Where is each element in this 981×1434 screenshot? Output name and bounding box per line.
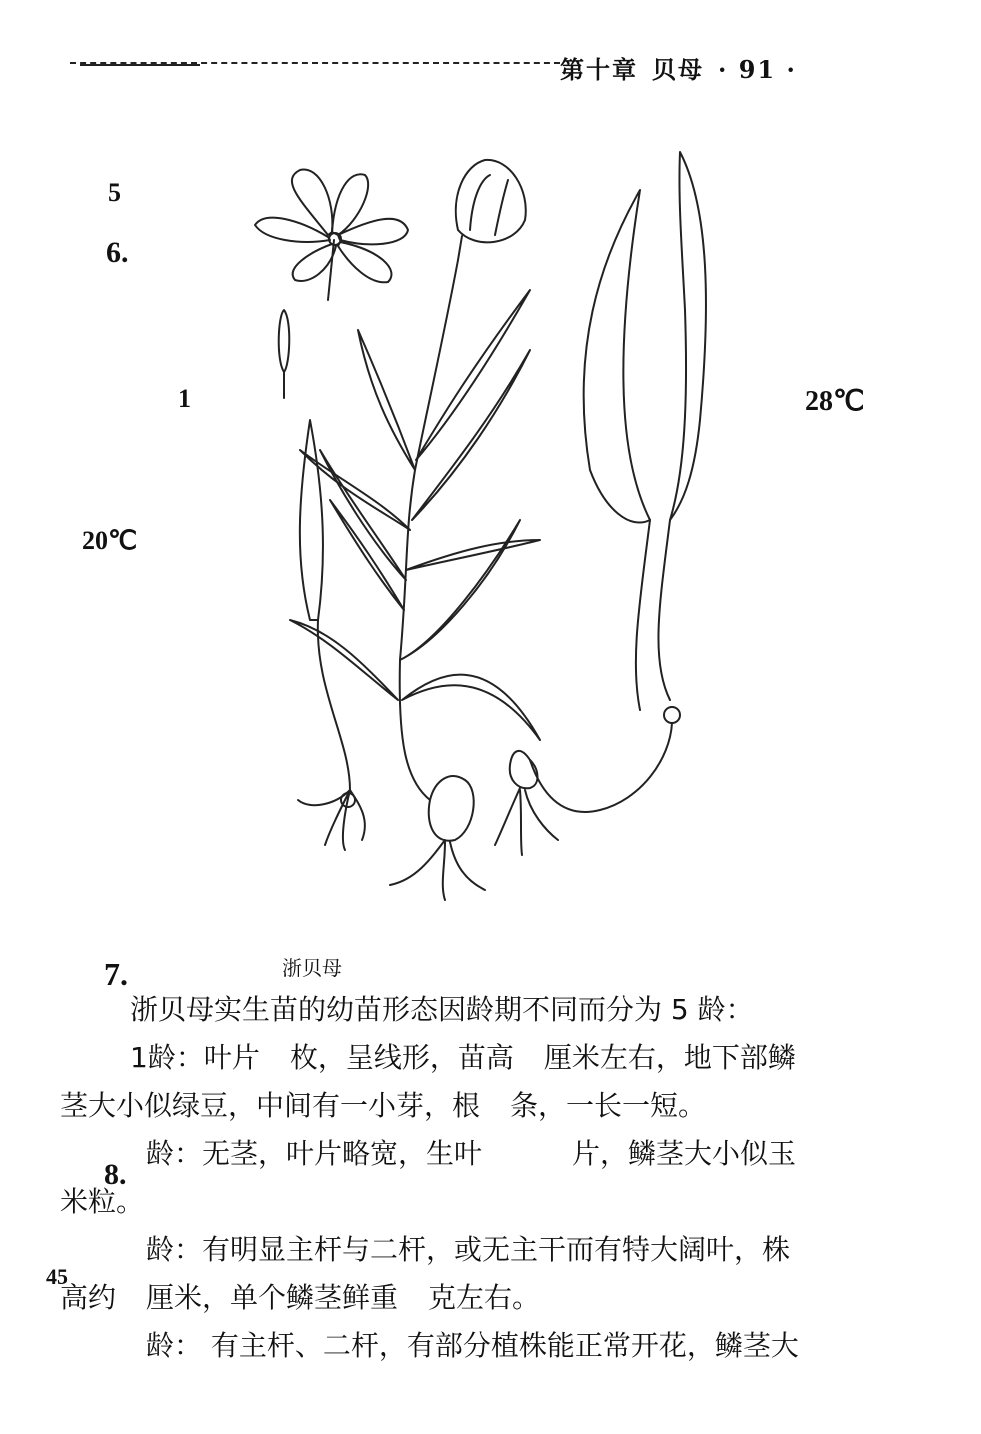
page-number: · 91 ·	[718, 55, 797, 84]
running-head	[560, 50, 811, 85]
intro-line: 浙贝母实生苗的幼苗形态因龄期不同而分为 5 龄：	[130, 993, 754, 1026]
stamen	[279, 310, 290, 398]
label-6: 6.	[106, 236, 129, 269]
chapter-title: 贝母	[652, 55, 704, 84]
age2-cont-line: 米粒。	[60, 1185, 145, 1218]
age1-part-c: ，呈线形，苗高	[317, 1041, 514, 1074]
age2-part-b: 片，鳞茎大小似玉	[572, 1137, 797, 1170]
age3-cont-a: 高约	[60, 1281, 117, 1314]
label-7: 7.	[104, 956, 128, 992]
label-28c: 28℃	[805, 386, 865, 417]
header-rule-solid	[80, 64, 200, 66]
bell-flower	[456, 160, 526, 260]
age1-cont-line	[60, 1082, 920, 1130]
large-leaf	[530, 152, 706, 812]
age1-cont-b: 条，一长一短。	[510, 1089, 707, 1122]
open-flower	[255, 170, 408, 300]
age1-cont-a: 茎大小似绿豆，中间有一小芽，根	[60, 1089, 481, 1122]
age4-line: 龄： 有主杆、二杆，有部分植株能正常开花，鳞茎大	[146, 1329, 799, 1362]
age2-line	[60, 1130, 920, 1178]
age3-cont-b: 厘米，单个鳞茎鲜重	[146, 1281, 399, 1314]
body-text	[60, 986, 920, 1370]
age3-cont-line	[60, 1274, 920, 1322]
label-8: 8.	[104, 1158, 127, 1191]
age3-line: 龄：有明显主杆与二杆，或无主干而有特大阔叶，株	[146, 1233, 791, 1266]
label-5: 5	[108, 178, 121, 207]
label-45: 45	[46, 1264, 68, 1289]
chapter-label: 第十章	[560, 55, 638, 84]
stem-leaves	[290, 290, 540, 740]
age1-line	[60, 1034, 920, 1082]
age1-part-b: 枚	[289, 1041, 318, 1074]
left-seedling	[298, 420, 365, 850]
bulbs	[390, 751, 558, 900]
age3-cont-c: 克左右。	[428, 1281, 541, 1314]
age1-part-a: 1龄：叶片	[130, 1041, 260, 1074]
age2-part-a: 龄：无茎，叶片略宽，生叶	[146, 1137, 483, 1170]
fritillaria-illustration	[240, 140, 880, 910]
label-20c: 20℃	[82, 526, 138, 555]
figure-caption: 浙贝母	[282, 956, 342, 980]
label-1: 1	[178, 384, 191, 413]
age1-part-d: 厘米左右，地下部鳞	[543, 1041, 796, 1074]
